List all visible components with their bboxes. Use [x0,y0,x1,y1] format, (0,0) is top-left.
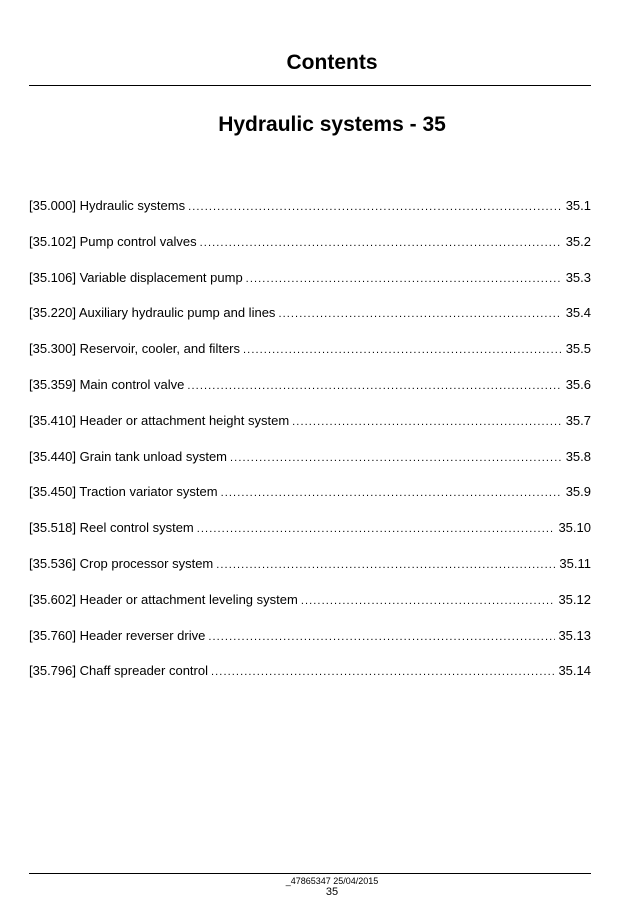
footer-page-number: 35 [325,886,339,898]
toc-entry-page: 35.14 [558,663,591,679]
footer-reference: _47865347 25/04/2015 [285,876,379,886]
toc-entry-page: 35.4 [565,305,591,321]
table-of-contents [29,198,591,699]
toc-entry[interactable] [29,270,591,306]
dot-leader [301,595,556,607]
dot-leader [230,452,562,464]
toc-entry-label: [35.440] Grain tank unload system [29,448,228,464]
toc-entry[interactable] [29,305,591,341]
page-title: Contents [286,51,378,74]
dot-leader [216,559,556,571]
dot-leader [188,201,562,213]
toc-entry[interactable] [29,592,591,628]
footer-divider [29,873,591,874]
toc-entry-label: [35.359] Main control valve [29,376,185,392]
toc-entry[interactable] [29,377,591,413]
header-divider [29,85,591,86]
toc-entry-label: [35.300] Reservoir, cooler, and filters [29,341,241,357]
toc-entry[interactable] [29,520,591,556]
toc-entry-page: 35.1 [565,198,591,213]
dot-leader [211,666,555,678]
toc-entry-label: [35.102] Pump control valves [29,233,197,249]
toc-entry[interactable] [29,484,591,520]
dot-leader [187,380,562,392]
toc-entry-label: [35.106] Variable displacement pump [29,269,243,285]
dot-leader [278,308,562,320]
dot-leader [243,344,562,356]
toc-entry-label: [35.450] Traction variator system [29,484,218,500]
toc-entry[interactable] [29,556,591,592]
toc-entry-label: [35.602] Header or attachment leveling system [29,591,298,607]
toc-entry[interactable] [29,198,591,234]
toc-entry-label: [35.410] Header or attachment height system [29,412,290,428]
toc-entry-page: 35.7 [565,412,591,428]
dot-leader [292,416,562,428]
toc-entry-page: 35.10 [558,520,591,536]
toc-entry-label: [35.220] Auxiliary hydraulic pump and lines [29,305,276,321]
toc-entry-page: 35.11 [559,555,591,571]
toc-entry-page: 35.6 [565,376,591,392]
toc-entry-page: 35.2 [565,233,591,249]
toc-entry-label: [35.536] Crop processor system [29,555,214,571]
toc-entry-page: 35.3 [565,269,591,285]
toc-entry[interactable] [29,628,591,664]
toc-entry-label: [35.796] Chaff spreader control [29,663,208,679]
toc-entry[interactable] [29,341,591,377]
toc-entry-label: [35.760] Header reverser drive [29,627,206,643]
toc-entry-label: [35.000] Hydraulic systems [29,198,186,213]
toc-entry[interactable] [29,663,591,699]
toc-entry[interactable] [29,234,591,270]
toc-entry-page: 35.5 [565,341,591,357]
toc-entry-page: 35.13 [558,627,591,643]
toc-entry-page: 35.12 [558,591,591,607]
toc-entry[interactable] [29,449,591,485]
dot-leader [200,237,562,249]
toc-entry-label: [35.518] Reel control system [29,520,194,536]
dot-leader [246,273,562,285]
dot-leader [221,487,562,499]
toc-entry[interactable] [29,413,591,449]
toc-entry-page: 35.8 [565,448,591,464]
dot-leader [208,631,555,643]
section-title: Hydraulic systems - 35 [218,113,446,136]
dot-leader [197,523,556,535]
toc-entry-page: 35.9 [565,484,591,500]
